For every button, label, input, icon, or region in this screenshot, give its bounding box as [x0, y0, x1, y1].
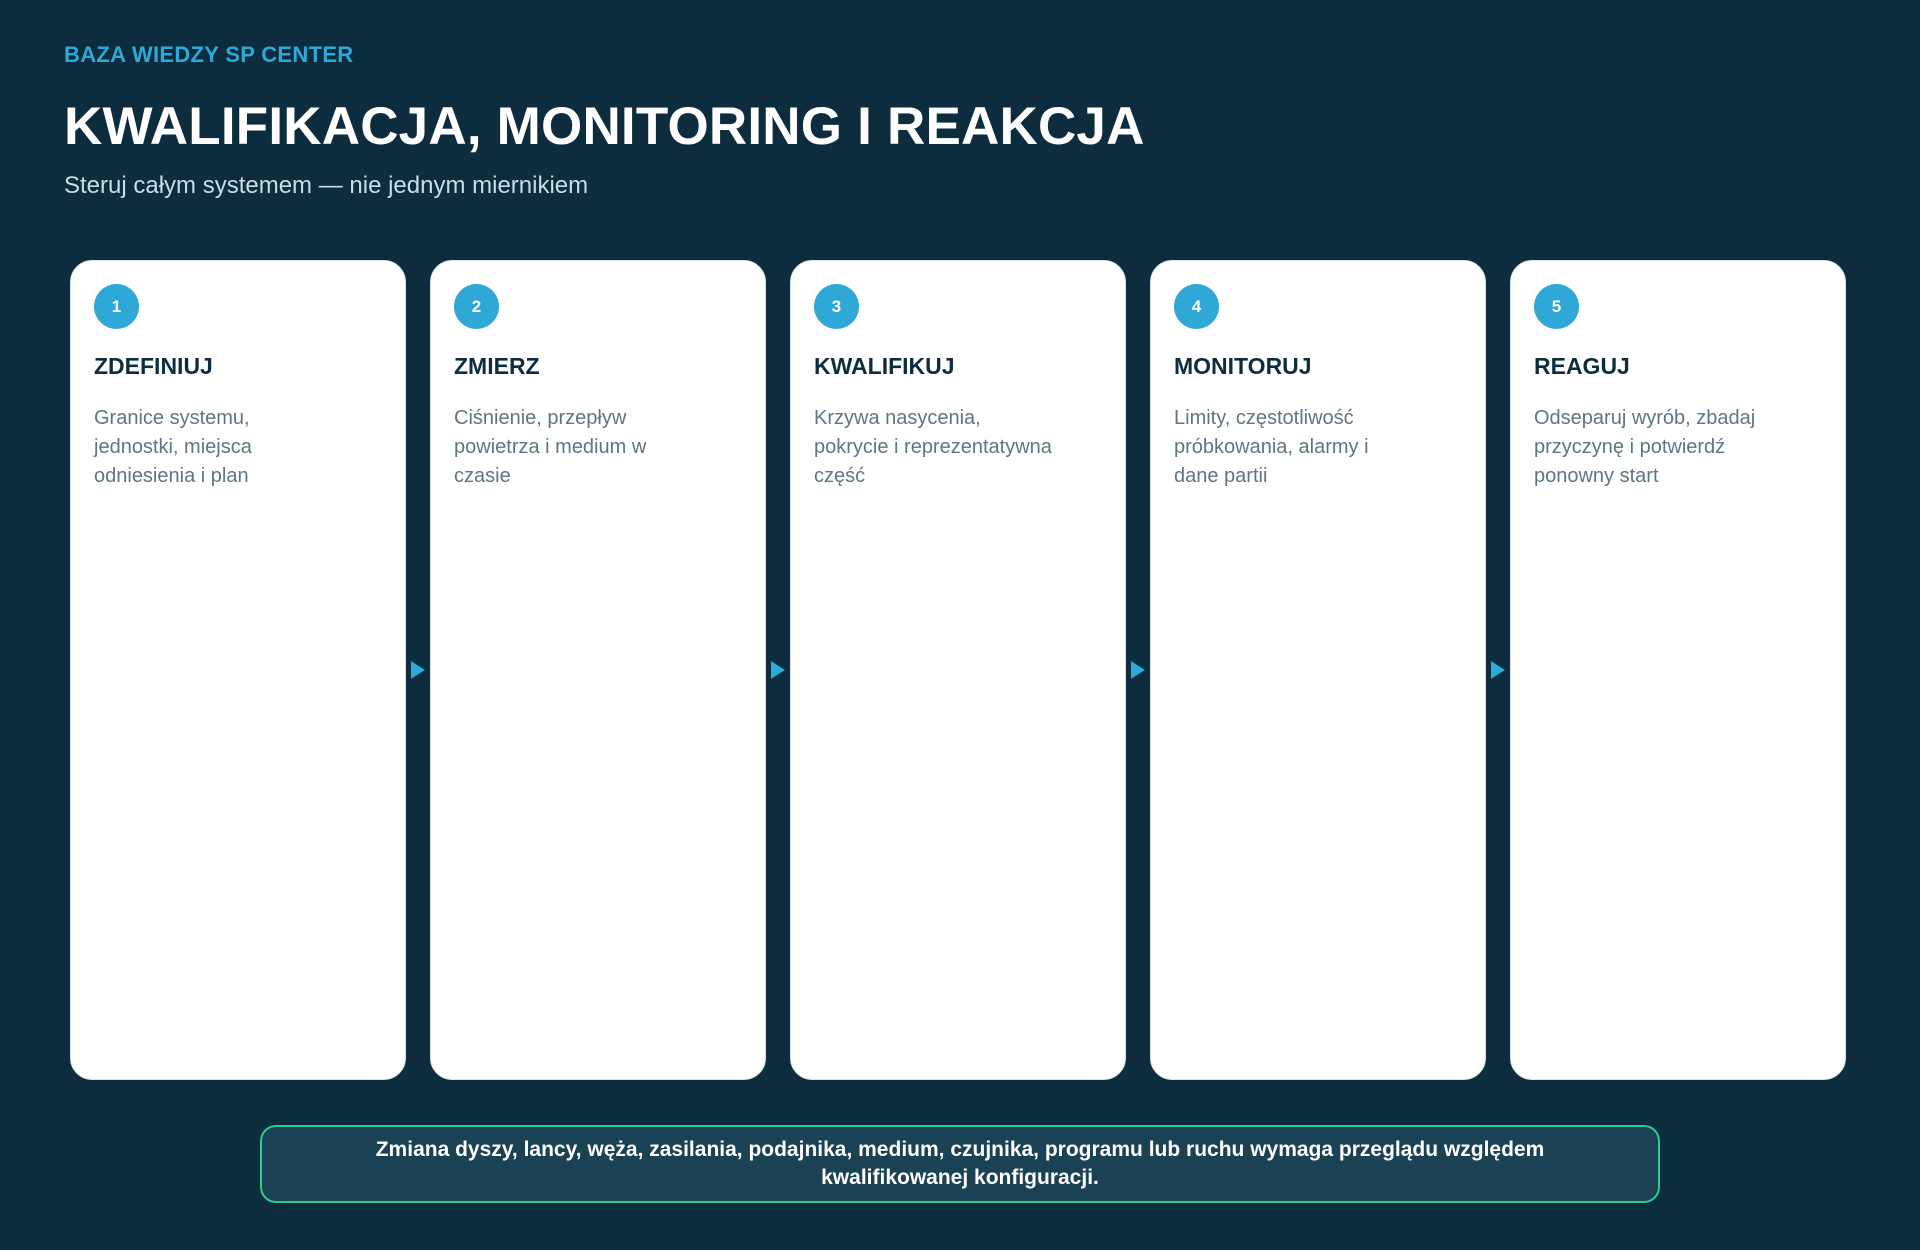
step-description: Limity, częstotliwość próbkowania, alarmy i dane partii — [1174, 407, 1369, 487]
step-number-badge: 3 — [814, 284, 859, 329]
step-number-badge: 5 — [1534, 284, 1579, 329]
step-title: REAGUJ — [1534, 353, 1630, 379]
arrow-right-icon — [411, 661, 425, 679]
step-card-monitor — [1150, 260, 1486, 1080]
eyebrow-label: BAZA WIEDZY SP CENTER — [64, 42, 354, 67]
page-subtitle: Steruj całym systemem — nie jednym miernikiem — [64, 172, 589, 199]
step-card-define — [70, 260, 406, 1080]
step-description: Granice systemu, jednostki, miejsca odniesienia i plan — [94, 407, 252, 487]
step-title: MONITORUJ — [1174, 353, 1312, 379]
step-card-qualify — [790, 260, 1126, 1080]
configuration-note-text: Zmiana dyszy, lancy, węża, zasilania, podajnika, medium, czujnika, programu lub ruchu wymaga przeglądu względem kwalifikowanej konfiguracji. — [375, 1138, 1545, 1189]
step-number-badge: 1 — [94, 284, 139, 329]
page-title: KWALIFIKACJA, MONITORING I REAKCJA — [64, 97, 1145, 156]
configuration-note — [260, 1125, 1660, 1203]
arrow-right-icon — [1131, 661, 1145, 679]
step-number-badge: 4 — [1174, 284, 1219, 329]
step-title: ZMIERZ — [454, 353, 540, 379]
step-description: Odseparuj wyrób, zbadaj przyczynę i potwierdź ponowny start — [1534, 407, 1756, 487]
step-card-measure — [430, 260, 766, 1080]
step-number-badge: 2 — [454, 284, 499, 329]
step-card-react — [1510, 260, 1846, 1080]
step-description: Ciśnienie, przepływ powietrza i medium w czasie — [454, 407, 647, 487]
step-title: KWALIFIKUJ — [814, 353, 955, 379]
arrow-right-icon — [771, 661, 785, 679]
step-description: Krzywa nasycenia, pokrycie i reprezentatywna część — [814, 407, 1052, 487]
process-steps — [70, 260, 1848, 1082]
step-title: ZDEFINIUJ — [94, 353, 213, 379]
arrow-right-icon — [1491, 661, 1505, 679]
